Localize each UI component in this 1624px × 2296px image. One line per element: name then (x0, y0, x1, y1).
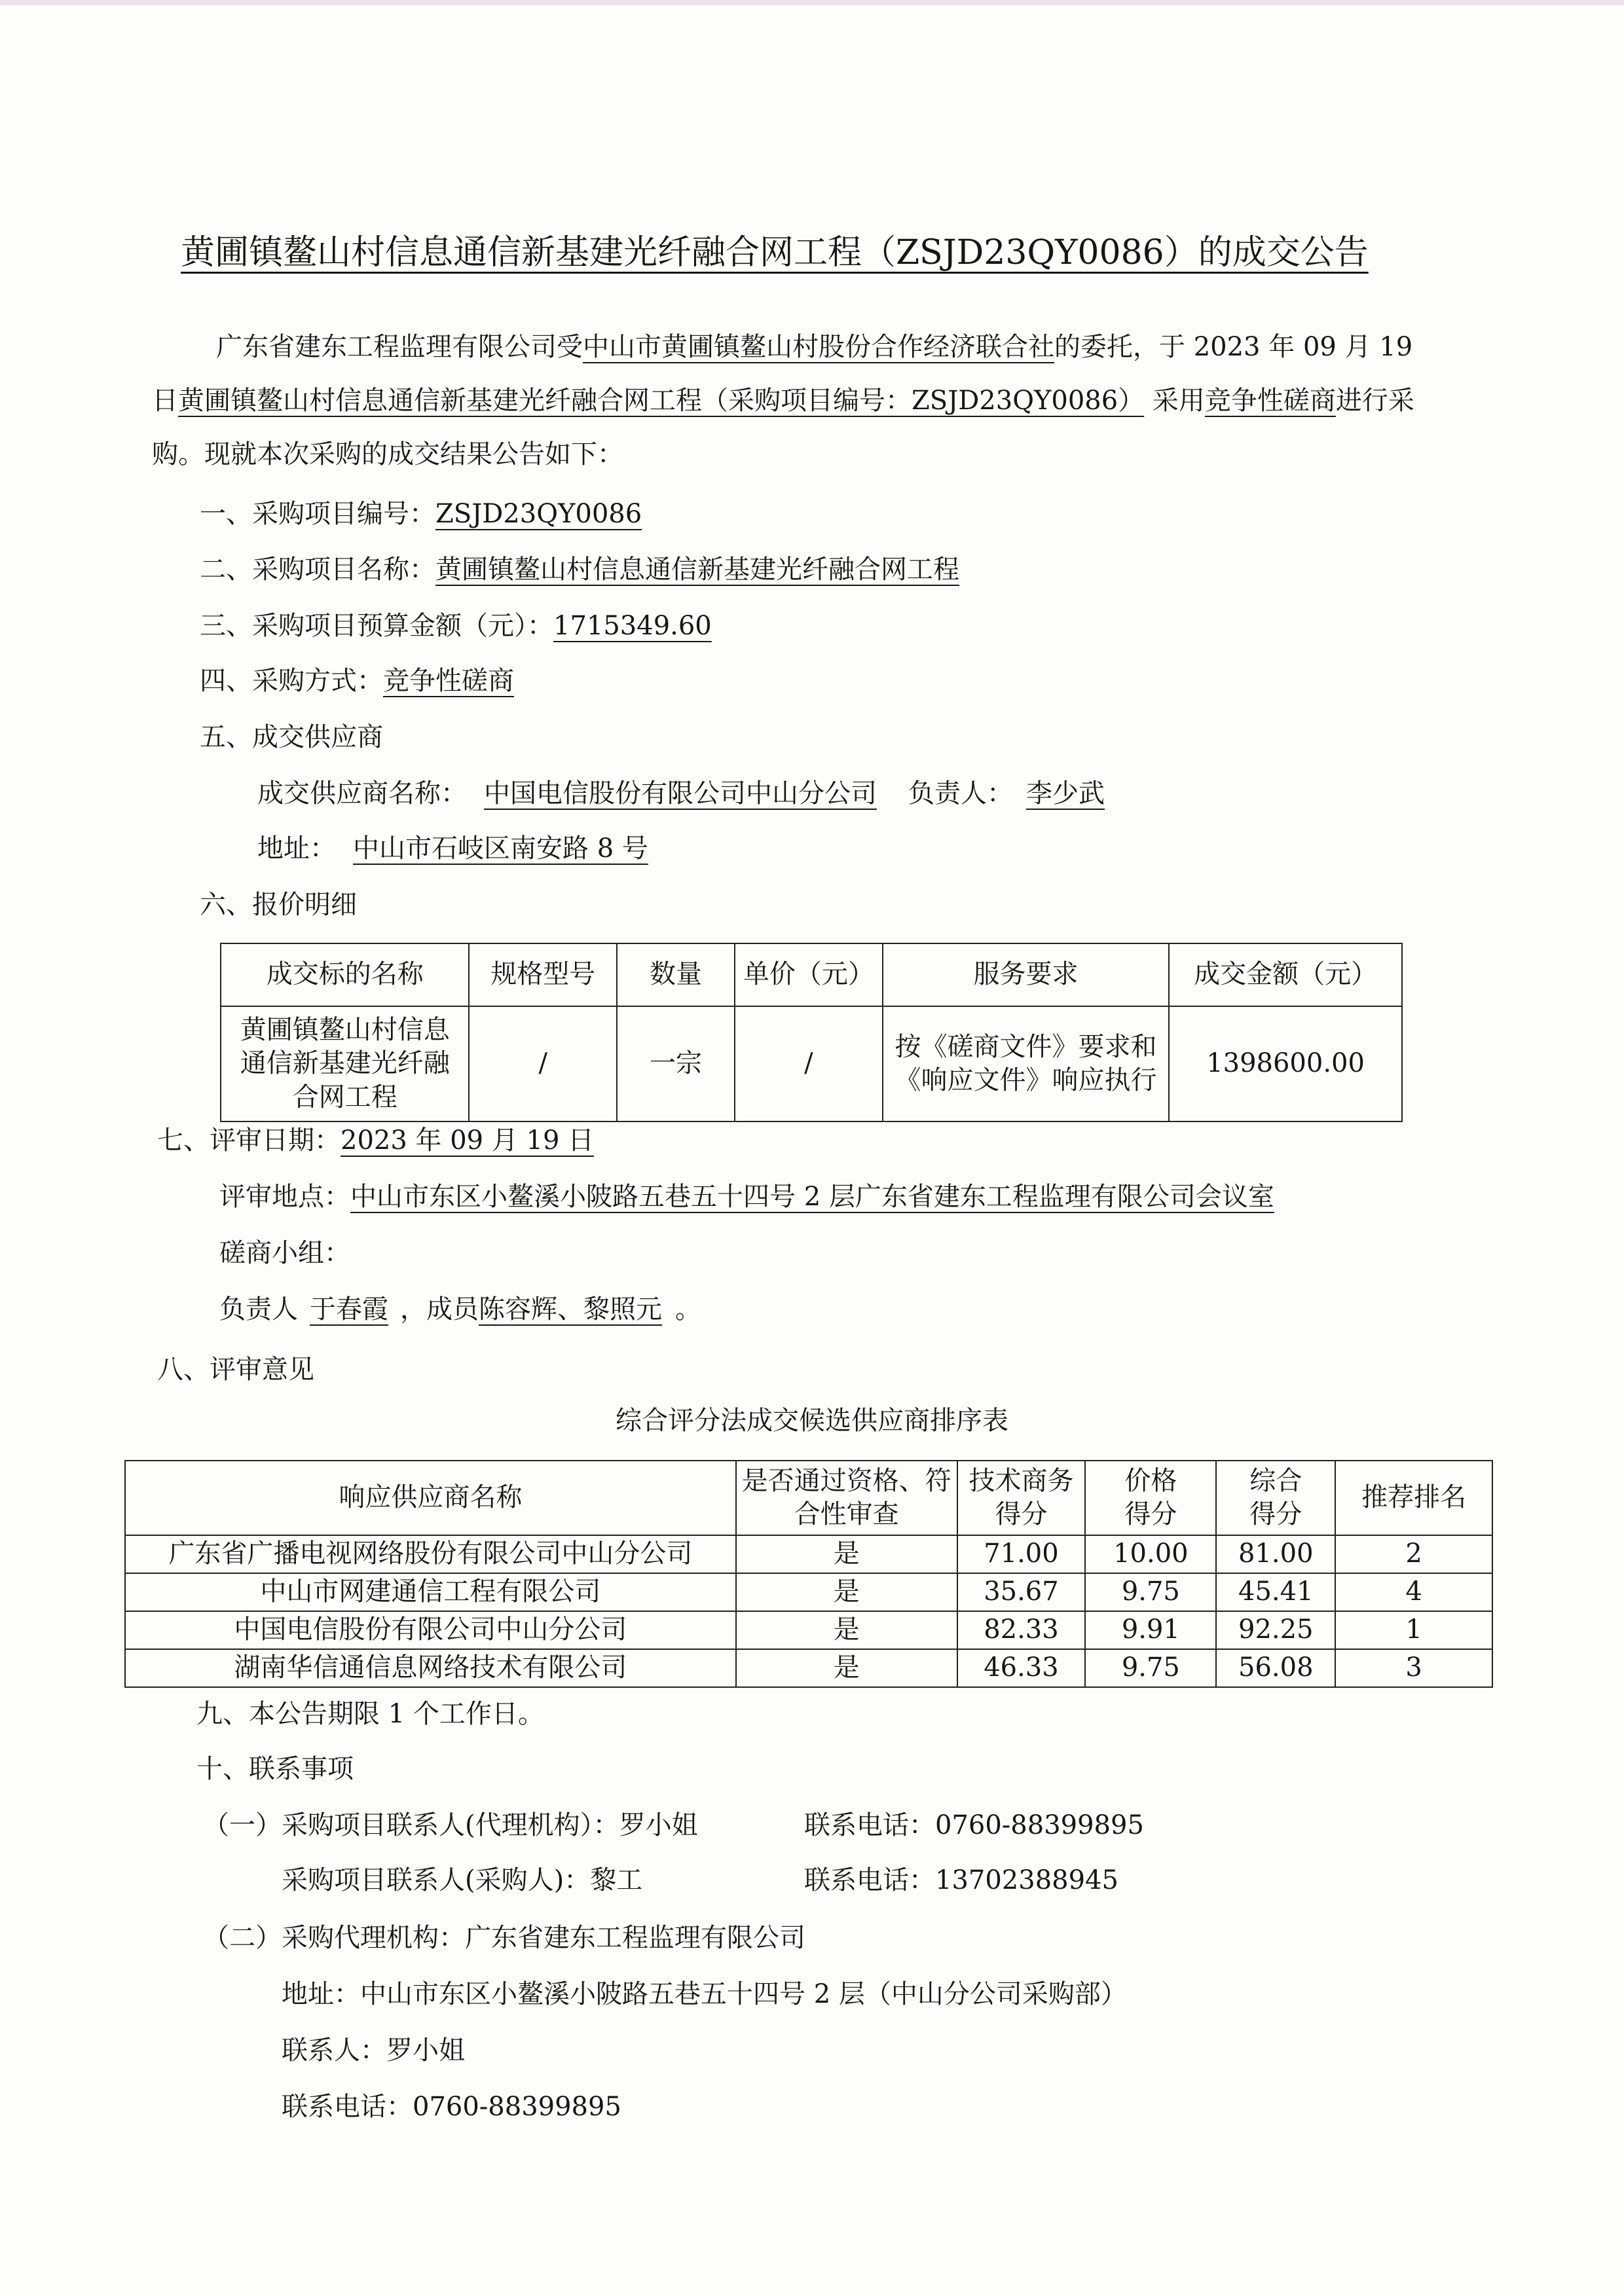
contact-agency-person: （一）采购项目联系人(代理机构）：罗小姐 (203, 1810, 698, 1840)
quote-item-name: 黄圃镇鳌山村信息 通信新基建光纤融 合网工程 (221, 1006, 469, 1121)
row-pass: 是 (736, 1649, 957, 1687)
quote-item-spec: / (469, 1006, 617, 1121)
purchaser-name: 中山市黄圃镇鳌山村股份合作经济联合社 (583, 332, 1054, 362)
review-panel-line: 负责人 于春霞 ，成员陈容辉、黎照元 。 (219, 1294, 701, 1324)
section-7: 七、评审日期：2023 年 09 月 19 日 (157, 1125, 595, 1156)
row-tech-score: 35.67 (957, 1573, 1086, 1611)
row-supplier-name: 广东省广播电视网络股份有限公司中山分公司 (125, 1535, 736, 1573)
supplier-name: 中国电信股份有限公司中山分公司 (484, 778, 877, 809)
section-8: 八、评审意见 (157, 1355, 314, 1385)
section-9: 九、本公告期限 1 个工作日。 (196, 1699, 544, 1729)
supplier-person: 李少武 (1026, 778, 1105, 809)
row-rank: 3 (1335, 1649, 1492, 1687)
procurement-method: 竞争性磋商 (383, 666, 514, 696)
ranking-header-name: 响应供应商名称 (125, 1461, 736, 1535)
section-1: 一、采购项目编号：ZSJD23QY0086 (200, 499, 642, 529)
project-number: ZSJD23QY0086 (435, 499, 642, 529)
quote-header-row (221, 943, 1402, 1006)
quote-header-req: 服务要求 (883, 943, 1169, 1006)
row-supplier-name: 湖南华信通信息网络技术有限公司 (125, 1649, 736, 1687)
ranking-header-price: 价格 得分 (1085, 1461, 1216, 1535)
row-price-score: 9.75 (1085, 1573, 1216, 1611)
review-date: 2023 年 09 月 19 日 (341, 1125, 595, 1156)
contact-agency-phone: 联系电话：0760-88399895 (804, 1810, 1144, 1840)
review-panel-label: 磋商小组： (219, 1238, 350, 1268)
ranking-caption: 综合评分法成交候选供应商排序表 (616, 1406, 1008, 1436)
project-name: 黄圃镇鳌山村信息通信新基建光纤融合网工程 (435, 555, 959, 585)
row-rank: 1 (1335, 1611, 1492, 1649)
row-rank: 4 (1335, 1573, 1492, 1611)
row-pass: 是 (736, 1611, 957, 1649)
contact-purchaser-phone: 联系电话：13702388945 (804, 1865, 1118, 1895)
table-row (125, 1611, 1492, 1649)
quote-header-amount: 成交金额（元） (1169, 943, 1402, 1006)
review-place: 中山市东区小鳌溪小陂路五巷五十四号 2 层广东省建东工程监理有限公司会议室 (350, 1182, 1274, 1212)
agency-phone: 联系电话：0760-88399895 (282, 2092, 621, 2122)
contact-purchaser-person: 采购项目联系人(采购人)：黎工 (282, 1865, 643, 1895)
quote-header-price: 单价（元） (735, 943, 883, 1006)
panel-members: 陈容辉、黎照元 (479, 1294, 662, 1324)
agency-address: 地址：中山市东区小鳌溪小陂路五巷五十四号 2 层（中山分公司采购部） (282, 1979, 1127, 2009)
scan-edge (0, 0, 1624, 5)
row-price-score: 9.91 (1085, 1611, 1216, 1649)
section-3: 三、采购项目预算金额（元）：1715349.60 (200, 611, 712, 641)
quote-row (221, 1006, 1402, 1121)
row-total-score: 92.25 (1216, 1611, 1335, 1649)
ranking-header-row (125, 1461, 1492, 1535)
agency-contact: 联系人：罗小姐 (282, 2035, 465, 2066)
supplier-address-line: 地址： 中山市石岐区南安路 8 号 (257, 835, 665, 862)
agency-name: （二）采购代理机构：广东省建东工程监理有限公司 (203, 1923, 805, 1953)
row-pass: 是 (736, 1535, 957, 1573)
row-tech-score: 71.00 (957, 1535, 1086, 1573)
row-total-score: 81.00 (1216, 1535, 1335, 1573)
row-rank: 2 (1335, 1535, 1492, 1573)
table-row (125, 1649, 1492, 1687)
intro-line-1: 广东省建东工程监理有限公司受中山市黄圃镇鳌山村股份合作经济联合社的委托，于 2023 年 09 月 19 (216, 332, 1413, 362)
quote-header-name: 成交标的名称 (221, 943, 469, 1006)
procurement-method-inline: 竞争性磋商 (1204, 386, 1336, 416)
page-title: 黄圃镇鳌山村信息通信新基建光纤融合网工程（ZSJD23QY0086）的成交公告 (181, 233, 1369, 272)
section-10: 十、联系事项 (196, 1754, 354, 1784)
row-price-score: 10.00 (1085, 1535, 1216, 1573)
intro-line-3: 购。现就本次采购的成交结果公告如下： (152, 439, 623, 469)
row-total-score: 56.08 (1216, 1649, 1335, 1687)
row-tech-score: 46.33 (957, 1649, 1086, 1687)
section-2: 二、采购项目名称：黄圃镇鳌山村信息通信新基建光纤融合网工程 (200, 555, 959, 585)
quote-item-amount: 1398600.00 (1169, 1006, 1402, 1121)
row-total-score: 45.41 (1216, 1573, 1335, 1611)
quote-header-qty: 数量 (617, 943, 735, 1006)
quote-header-spec: 规格型号 (469, 943, 617, 1006)
review-place-line: 评审地点：中山市东区小鳌溪小陂路五巷五十四号 2 层广东省建东工程监理有限公司会议室 (219, 1182, 1274, 1212)
table-row (125, 1535, 1492, 1573)
supplier-address: 中山市石岐区南安路 8 号 (353, 833, 648, 864)
quote-item-price: / (735, 1006, 883, 1121)
row-supplier-name: 中国电信股份有限公司中山分公司 (125, 1611, 736, 1649)
section-5: 五、成交供应商 (200, 722, 383, 752)
row-pass: 是 (736, 1573, 957, 1611)
quote-table (220, 943, 1403, 1122)
quote-item-qty: 一宗 (617, 1006, 735, 1121)
ranking-header-total: 综合 得分 (1216, 1461, 1335, 1535)
section-6: 六、报价明细 (200, 890, 357, 920)
budget-amount: 1715349.60 (553, 611, 712, 641)
ranking-header-rank: 推荐排名 (1335, 1461, 1492, 1535)
panel-lead: 于春霞 (310, 1294, 388, 1324)
supplier-line: 成交供应商名称： 中国电信股份有限公司中山分公司 负责人： 李少武 (257, 780, 1118, 807)
quote-item-req: 按《磋商文件》要求和 《响应文件》响应执行 (883, 1006, 1169, 1121)
ranking-header-pass: 是否通过资格、符 合性审查 (736, 1461, 957, 1535)
table-row (125, 1573, 1492, 1611)
ranking-header-tech: 技术商务 得分 (957, 1461, 1086, 1535)
intro-line-2: 日黄圃镇鳌山村信息通信新基建光纤融合网工程（采购项目编号：ZSJD23QY0086） 采用竞争性磋商进行采 (152, 386, 1414, 416)
project-ref: 黄圃镇鳌山村信息通信新基建光纤融合网工程（采购项目编号：ZSJD23QY0086） (178, 386, 1145, 416)
row-supplier-name: 中山市网建通信工程有限公司 (125, 1573, 736, 1611)
row-tech-score: 82.33 (957, 1611, 1086, 1649)
row-price-score: 9.75 (1085, 1649, 1216, 1687)
ranking-table (124, 1460, 1493, 1688)
section-4: 四、采购方式：竞争性磋商 (200, 666, 514, 696)
